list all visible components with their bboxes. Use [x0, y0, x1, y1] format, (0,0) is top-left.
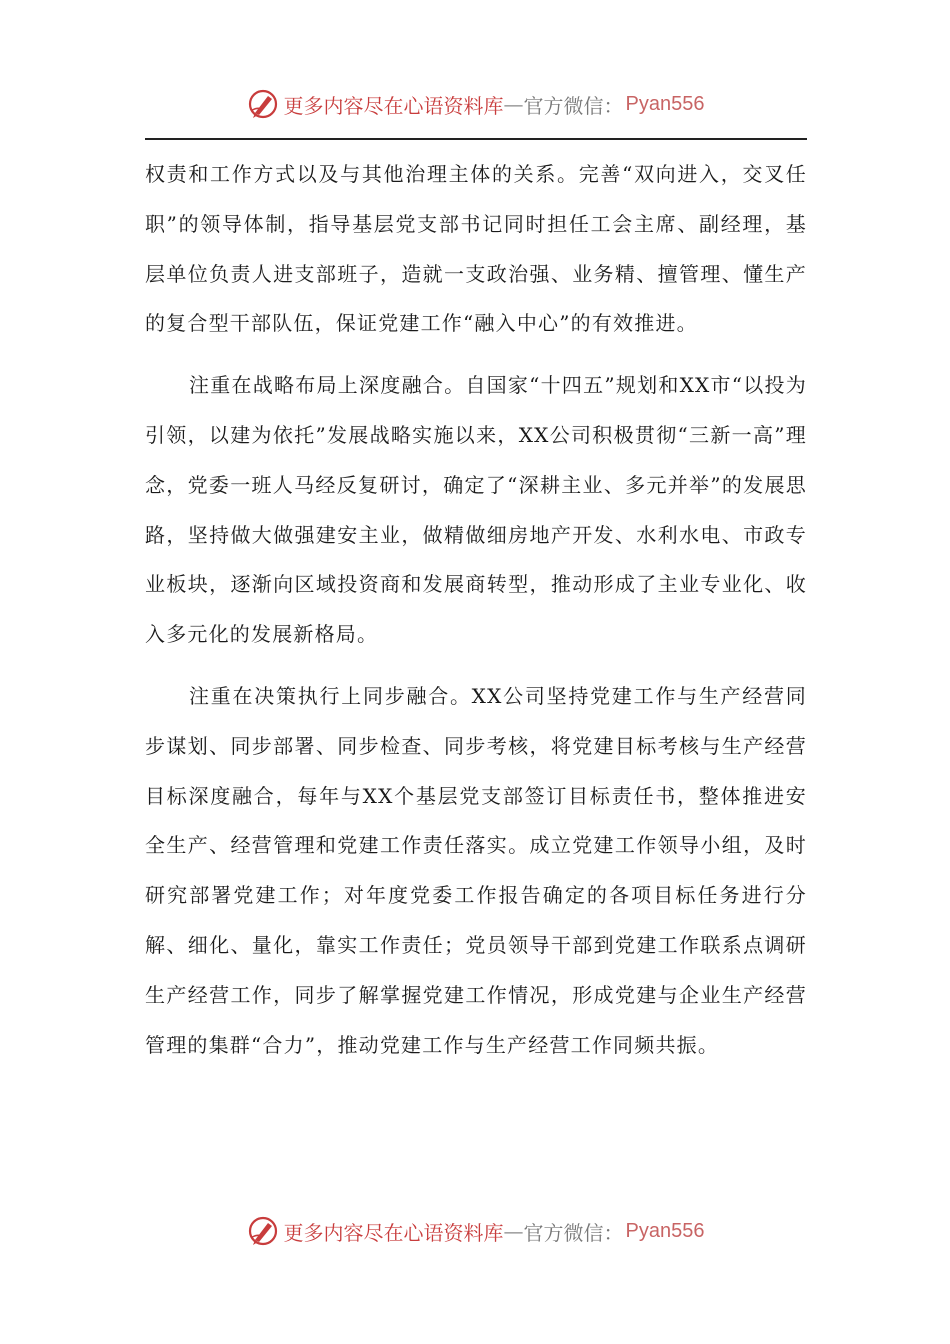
separator: — [503, 1219, 524, 1243]
paragraph-2: 注重在战略布局上深度融合。自国家“十四五”规划和XX市“以投为引领，以建为依托”发展战略实施以来，XX公司积极贯彻“三新一高”理念，党委一班人马经反复研讨，确定了“深耕主业、多元并举”的发展思路，坚持做大做强建安主业，做精做细房地产开发、水利水电、市政专业板块，逐渐向区域投资商和发展商转型，推动形成了主业专业化、收入多元化的发展新格局。 [145, 373, 807, 647]
paragraph-3: 注重在决策执行上同步融合。XX公司坚持党建工作与生产经营同步谋划、同步部署、同步检查、同步考核，将党建目标考核与生产经营目标深度融合，每年与XX个基层党支部签订目标责任书，整体推进安全生产、经营管理和党建工作责任落实。成立党建工作领导小组，及时研究部署党建工作；对年度党委工作报告确定的各项目标任务进行分解、细化、量化，靠实工作责任；党员领导干部到党建工作联系点调研生产经营工作，同步了解掌握党建工作情况，形成党建与企业生产经营管理的集群“合力”，推动党建工作与生产经营工作同频共振。 [145, 683, 807, 1057]
wechat-id: Pyan556 [625, 1219, 705, 1242]
wechat-label: 官方微信： [523, 1220, 624, 1245]
document-body [145, 150, 807, 1070]
brand-text: 更多内容尽在心语资料库 [283, 93, 504, 118]
wechat-id: Pyan556 [625, 92, 705, 115]
pen-circle-icon [246, 87, 280, 121]
paragraph-1: 权责和工作方式以及与其他治理主体的关系。完善“双向进入，交叉任职”的领导体制，指导基层党支部书记同时担任工会主席、副经理，基层单位负责人进支部班子，造就一支政治强、业务精、擅管理、懂生产的复合型干部队伍，保证党建工作“融入中心”的有效推进。 [145, 162, 807, 336]
separator: — [503, 92, 524, 116]
footer-banner [0, 1211, 950, 1251]
brand-text: 更多内容尽在心语资料库 [283, 1220, 504, 1245]
pen-circle-icon [246, 1214, 280, 1248]
header-banner [0, 84, 950, 124]
header-rule [145, 138, 807, 140]
wechat-label: 官方微信： [523, 93, 624, 118]
